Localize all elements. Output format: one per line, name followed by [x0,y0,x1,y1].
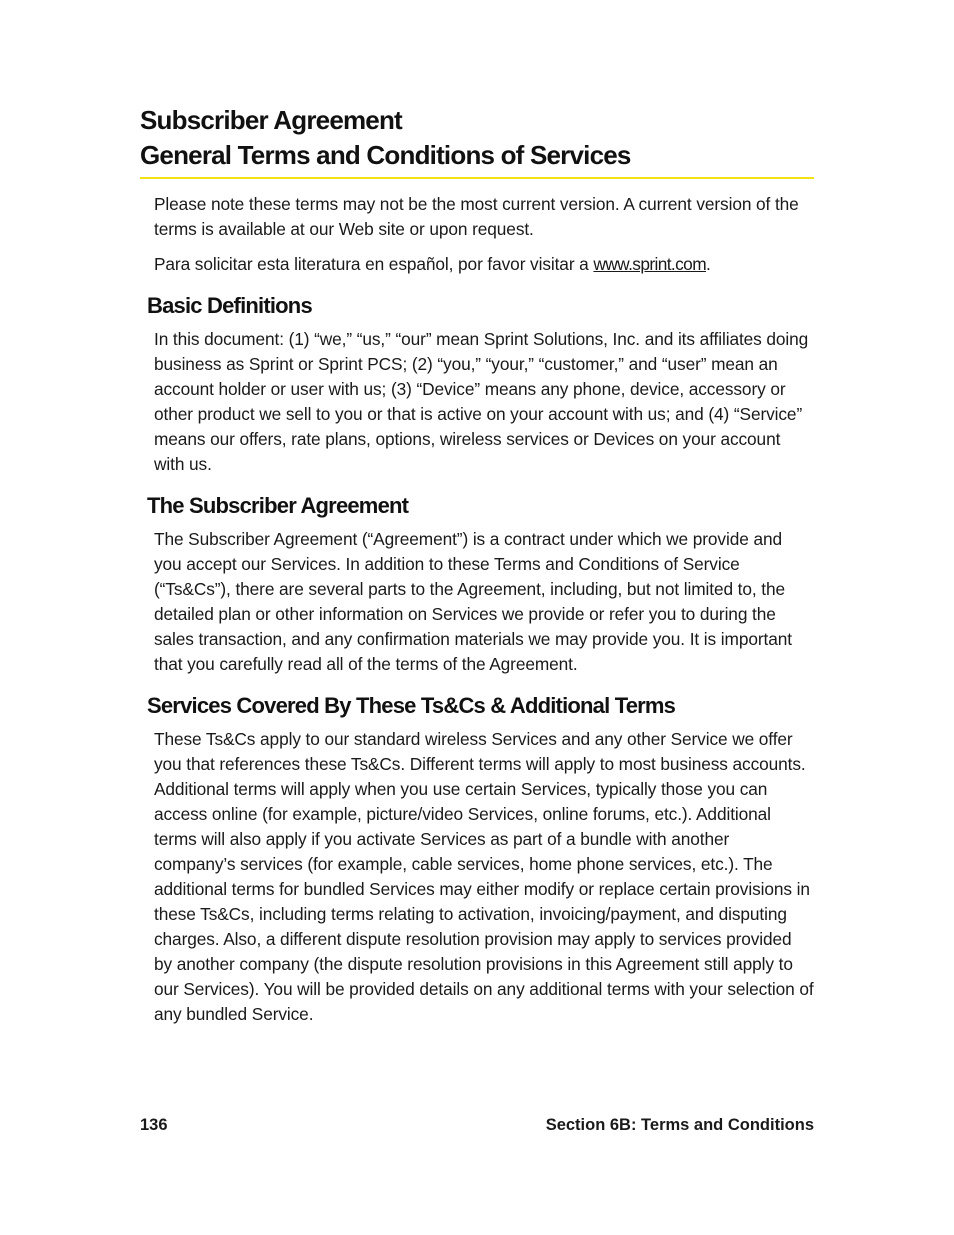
spanish-note-text: Para solicitar esta literatura en español, por favor visitar a [154,254,594,274]
page-title [140,103,820,173]
title-line-2: General Terms and Conditions of Services [140,140,631,170]
section-heading-basic-definitions: Basic Definitions [147,293,312,318]
section-heading-subscriber-agreement: The Subscriber Agreement [147,493,409,518]
spanish-note-period: . [705,254,711,274]
sprint-website-link[interactable]: www.sprint.com [593,254,706,274]
page-number: 136 [140,1116,168,1134]
footer-section-label: Section 6B: Terms and Conditions [545,1116,814,1134]
section-body-subscriber-agreement: The Subscriber Agreement (“Agreement”) is a contract under which we provide and you accept our Services. In addition to these Terms and Conditions of Service (“Ts&Cs”), there are several parts to the Agreement, including, but not limited to, the detailed plan or other information on Services we provide or refer you to during the sales transaction, and any confirmation materials we may provide you. It is important that you carefully read all of the terms of the Agreement. [154,529,792,674]
section-body-services-covered: These Ts&Cs apply to our standard wireless Services and any other Service we offer you that references these Ts&Cs. Different terms will apply to most business accounts. Additional terms will apply when you use certain Services, typically those you can access online (for example, picture/video Services, online forums, etc.). Additional terms will also apply if you activate Services as part of a bundle with another company’s services (for example, cable services, home phone services, etc.). The additional terms for bundled Services may either modify or replace certain provisions in these Ts&Cs, including terms relating to activation, invoicing/payment, and disputing charges. Also, a different dispute resolution provision may apply to services provided by another company (the dispute resolution provisions in this Agreement still apply to our Services). You will be provided details on any additional terms with your selection of any bundled Service. [154,729,814,1024]
document-body [147,192,814,1027]
section-heading-services-covered: Services Covered By These Ts&Cs & Additional Terms [147,693,676,718]
section-body-basic-definitions: In this document: (1) “we,” “us,” “our” mean Sprint Solutions, Inc. and its affiliates doing business as Sprint or Sprint PCS; (2) “you,” “your,” “customer,” and “user” mean an account holder or user with us; (3) “Device” means any phone, device, accessory or other product we sell to you or that is active on your account with us; and (4) “Service” means our offers, rate plans, options, wireless services or Devices on your account with us. [154,329,809,474]
title-line-1: Subscriber Agreement [140,105,402,135]
page-footer [140,1116,814,1140]
version-note: Please note these terms may not be the most current version. A current version of the terms is available at our Web site or upon request. [154,194,799,239]
spanish-note [154,252,814,277]
title-divider [140,177,814,179]
